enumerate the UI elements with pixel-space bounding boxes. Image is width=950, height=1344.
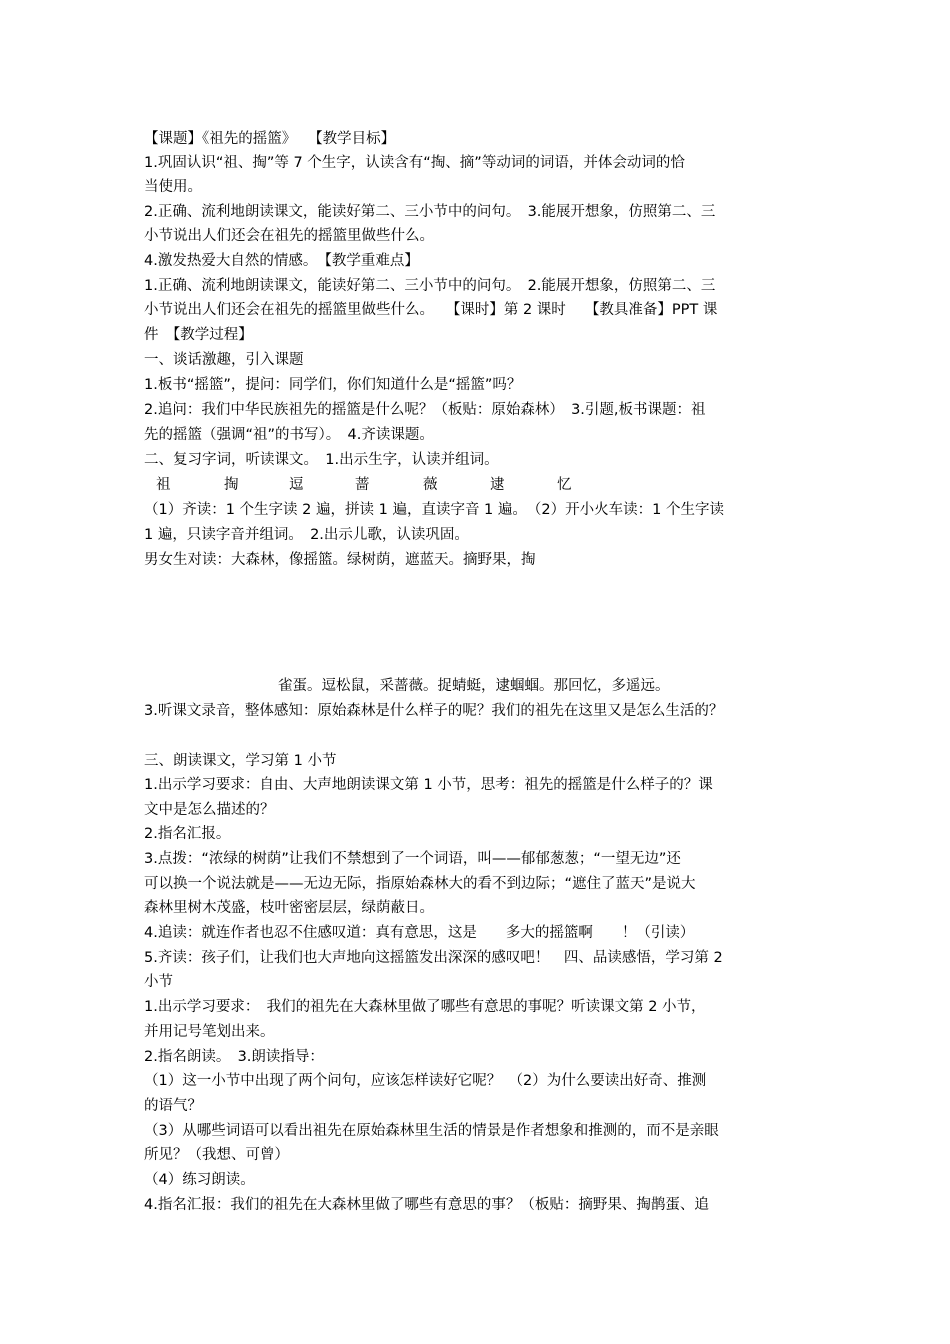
text-line bbox=[144, 724, 824, 748]
text-line: 文中是怎么描述的？ bbox=[144, 802, 275, 818]
text-line: 小节说出人们还会在祖先的摇篮里做些什么。 bbox=[144, 228, 434, 244]
character: 掏 bbox=[224, 477, 239, 493]
text-line: 森林里树木茂盛，枝叶密密层层，绿荫蔽日。 bbox=[144, 900, 434, 916]
text-line: 小节说出人们还会在祖先的摇篮里做些什么。 【课时】第 2 课时 【教具准备】PPT 课 bbox=[144, 302, 718, 318]
text-line: 可以换一个说法就是——无边无际，指原始森林大的看不到边际；“遮住了蓝天”是说大 bbox=[144, 876, 696, 892]
text-line: （3）从哪些词语可以看出祖先在原始森林里生活的情景是作者想象和推测的，而不是亲眼 bbox=[144, 1123, 719, 1139]
text-line: 4.指名汇报：我们的祖先在大森林里做了哪些有意思的事？（板贴：摘野果、掏鹊蛋、追 bbox=[144, 1197, 709, 1213]
text-line: 小节 bbox=[144, 974, 173, 990]
character: 祖 bbox=[156, 477, 171, 493]
text-line: 2.正确、流利地朗读课文，能读好第二、三小节中的问句。 3.能展开想象，仿照第二、三 bbox=[144, 204, 716, 220]
character: 逗 bbox=[289, 477, 304, 493]
text-line-continuation: 雀蛋。逗松鼠，采蔷薇。捉蜻蜓，逮蝈蝈。那回忆，多遥远。 bbox=[278, 678, 670, 694]
text-line: 的语气？ bbox=[144, 1098, 202, 1114]
text-line: 1.出示学习要求： 我们的祖先在大森林里做了哪些有意思的事呢？听读课文第 2 小节， bbox=[144, 999, 706, 1015]
text-line: 3.听课文录音，整体感知：原始森林是什么样子的呢？我们的祖先在这里又是怎么生活的？ bbox=[144, 703, 724, 719]
text-line: 件 【教学过程】 bbox=[144, 327, 253, 343]
text-line: 二、复习字词，听读课文。 1.出示生字，认读并组词。 bbox=[144, 452, 499, 468]
character: 逮 bbox=[490, 477, 505, 493]
character: 薇 bbox=[423, 477, 438, 493]
text-line: 一、谈话激趣，引入课题 bbox=[144, 352, 304, 368]
character: 忆 bbox=[557, 477, 572, 493]
text-line: 男女生对读：大森林，像摇篮。绿树荫，遮蓝天。摘野果，掏 bbox=[144, 552, 536, 568]
text-line: 1 遍，只读字音并组词。 2.出示儿歌，认读巩固。 bbox=[144, 527, 469, 543]
text-line: 1.出示学习要求：自由、大声地朗读课文第 1 小节，思考：祖先的摇篮是什么样子的？课 bbox=[144, 777, 713, 793]
section-heading: 三、朗读课文，学习第 1 小节 bbox=[144, 753, 337, 769]
text-line: 2.指名汇报。 bbox=[144, 826, 231, 842]
text-line: （4）练习朗读。 bbox=[144, 1172, 255, 1188]
text-line: 【课题】《祖先的摇篮》 【教学目标】 bbox=[144, 131, 396, 147]
text-line: 先的摇篮（强调“祖”的书写）。 4.齐读课题。 bbox=[144, 427, 434, 443]
text-line: 所见？（我想、可曾） bbox=[144, 1147, 289, 1163]
character: 蔷 bbox=[355, 477, 370, 493]
text-line: 4.追读：就连作者也忍不住感叹道：真有意思，这是 多大的摇篮啊 ！（引读） bbox=[144, 925, 695, 941]
text-line: 2.追问：我们中华民族祖先的摇篮是什么呢？（板贴：原始森林） 3.引题,板书课题：祖 bbox=[144, 402, 706, 418]
text-line: （1）这一小节中出现了两个问句，应该怎样读好它呢？ （2）为什么要读出好奇、推测 bbox=[144, 1073, 707, 1089]
text-line: 1.板书“摇篮”，提问：同学们，你们知道什么是“摇篮”吗？ bbox=[144, 377, 522, 393]
text-line: （1）齐读：1 个生字读 2 遍，拼读 1 遍，直读字音 1 遍。 （2）开小火车读：1 个生字读 bbox=[144, 502, 724, 518]
text-line: 5.齐读：孩子们，让我们也大声地向这摇篮发出深深的感叹吧！ 四、品读感悟，学习第 2 bbox=[144, 950, 723, 966]
text-line: 并用记号笔划出来。 bbox=[144, 1024, 275, 1040]
character-row bbox=[144, 473, 604, 497]
text-line: 1.正确、流利地朗读课文，能读好第二、三小节中的问句。 2.能展开想象，仿照第二、三 bbox=[144, 278, 716, 294]
text-line: 1.巩固认识“祖、掏”等 7 个生字，认读含有“掏、摘”等动词的词语，并体会动词的恰 bbox=[144, 155, 685, 171]
text-line: 2.指名朗读。 3.朗读指导： bbox=[144, 1049, 324, 1065]
text-line: 4.激发热爱大自然的情感。 【教学重难点】 bbox=[144, 253, 419, 269]
text-line: 3.点拨：“浓绿的树荫”让我们不禁想到了一个词语，叫——郁郁葱葱；“一望无边”还 bbox=[144, 851, 681, 867]
text-line: 当使用。 bbox=[144, 179, 202, 195]
